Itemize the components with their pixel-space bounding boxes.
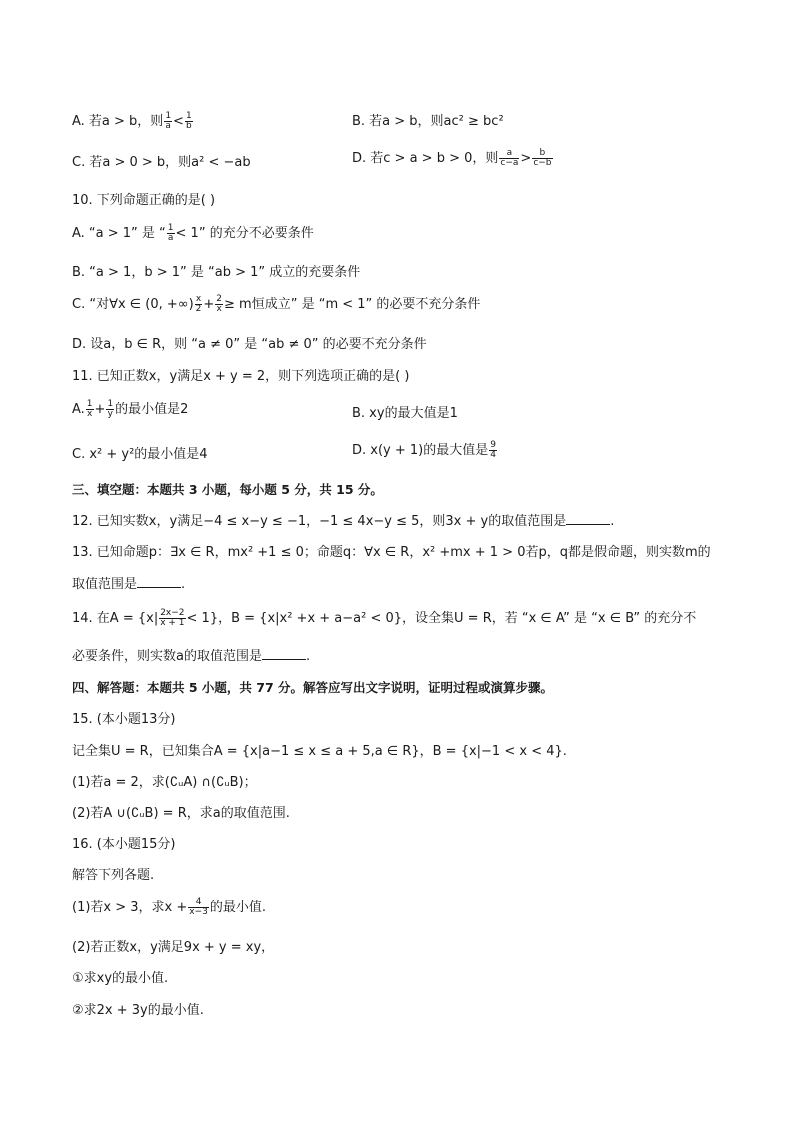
q12: 12. 已知实数x，y满足−4 ≤ x−y ≤ −1，−1 ≤ 4x−y ≤ 5，则3x + y的取值范围是 . xyxy=(72,514,615,529)
answer-blank xyxy=(262,649,306,660)
q11-option-b: B. xy的最大值是1 xyxy=(352,406,458,421)
fraction: $\frac{1}{a}$ xyxy=(167,223,174,243)
fraction: $\frac{1}{a}$ xyxy=(165,111,172,131)
q14-line1: 14. 在A = {x| $\frac{2x-2}{x + 1}$ < 1}，B = {x|x² +x + a−a² < 0}，设全集U = R，若 “x ∈ A” 是 “x ∈ B” 的充分不 xyxy=(72,608,697,628)
q16-part2: (2)若正数x，y满足9x + y = xy， xyxy=(72,940,275,955)
fraction: $\frac{x}{2}$ xyxy=(195,294,202,314)
fraction: $\frac{1}{x}$ xyxy=(86,399,93,419)
q16-part1: (1)若x > 3，求x + $\frac{4}{x-3}$ 的最小值. xyxy=(72,897,266,917)
q16-part2-sub2: ②求2x + 3y的最小值. xyxy=(72,1003,204,1018)
q11-stem: 11. 已知正数x，y满足x + y = 2，则下列选项正确的是( ) xyxy=(72,369,410,384)
q10-option-a: A. “a > 1” 是 “ $\frac{1}{a}$ < 1” 的充分不必要条件 xyxy=(72,223,314,243)
q10-stem: 10. 下列命题正确的是( ) xyxy=(72,193,216,208)
answer-blank xyxy=(137,577,181,588)
q13-line2: 取值范围是 . xyxy=(72,577,186,592)
q15-part1: (1)若a = 2，求(∁ᵤA) ∩(∁ᵤB)； xyxy=(72,775,257,790)
q11-option-d: D. x(y + 1)的最大值是 $\frac{9}{4}$ xyxy=(352,440,496,460)
fraction: $\frac{4}{x-3}$ xyxy=(189,897,208,917)
q15-line1: 记全集U = R，已知集合A = {x|a−1 ≤ x ≤ a + 5,a ∈ R}，B = {x|−1 < x < 4}. xyxy=(72,744,567,759)
section-answer-heading: 四、解答题：本题共 5 小题，共 77 分。解答应写出文字说明，证明过程或演算步骤。 xyxy=(72,680,554,695)
q15-part2: (2)若A ∪(∁ᵤB) = R，求a的取值范围. xyxy=(72,806,290,821)
q16-part2-sub1: ①求xy的最小值. xyxy=(72,971,169,986)
q11-option-c: C. x² + y²的最小值是4 xyxy=(72,447,208,462)
fraction: $\frac{9}{4}$ xyxy=(490,440,496,460)
q16-heading: 16. (本小题15分) xyxy=(72,837,176,852)
answer-blank xyxy=(566,514,610,525)
q15-heading: 15. (本小题13分) xyxy=(72,712,176,727)
q10-option-d: D. 设a，b ∈ R，则 “a ≠ 0” 是 “ab ≠ 0” 的必要不充分条件 xyxy=(72,337,427,352)
q9-option-c: C. 若a > 0 > b，则a² < −ab xyxy=(72,155,251,170)
fraction: $\frac{b}{c-b}$ xyxy=(533,148,552,168)
q13-line1: 13. 已知命题p：∃x ∈ R，mx² +1 ≤ 0；命题q：∀x ∈ R，x² +mx + 1 > 0若p，q都是假命题，则实数m的 xyxy=(72,545,711,560)
fraction: $\frac{1}{y}$ xyxy=(107,399,114,419)
q10-option-c: C. “对∀x ∈ (0, +∞) $\frac{x}{2}$ + $\frac{2}{x}$ ≥ m恒成立” 是 “m < 1” 的必要不充分条件 xyxy=(72,294,481,314)
section-fill-in-blank-heading: 三、填空题：本题共 3 小题，每小题 5 分，共 15 分。 xyxy=(72,482,383,497)
fraction: $\frac{2x-2}{x + 1}$ xyxy=(160,608,185,628)
q14-line2: 必要条件，则实数a的取值范围是 . xyxy=(72,649,311,664)
q9-option-a: A. 若a > b，则 $\frac{1}{a}$ < $\frac{1}{b}$ xyxy=(72,111,192,131)
q9-option-b: B. 若a > b，则ac² ≥ bc² xyxy=(352,114,504,129)
fraction: $\frac{1}{b}$ xyxy=(185,111,192,131)
q11-option-a: A. $\frac{1}{x}$ + $\frac{1}{y}$ 的最小值是2 xyxy=(72,399,189,419)
q10-option-b: B. “a > 1，b > 1” 是 “ab > 1” 成立的充要条件 xyxy=(72,265,361,280)
fraction: $\frac{a}{c-a}$ xyxy=(500,148,519,168)
q9-option-d: D. 若c > a > b > 0，则 $\frac{a}{c-a}$ > $\frac{b}{c-b}$ xyxy=(352,148,552,168)
fraction: $\frac{2}{x}$ xyxy=(216,294,223,314)
q16-line1: 解答下列各题. xyxy=(72,868,155,883)
